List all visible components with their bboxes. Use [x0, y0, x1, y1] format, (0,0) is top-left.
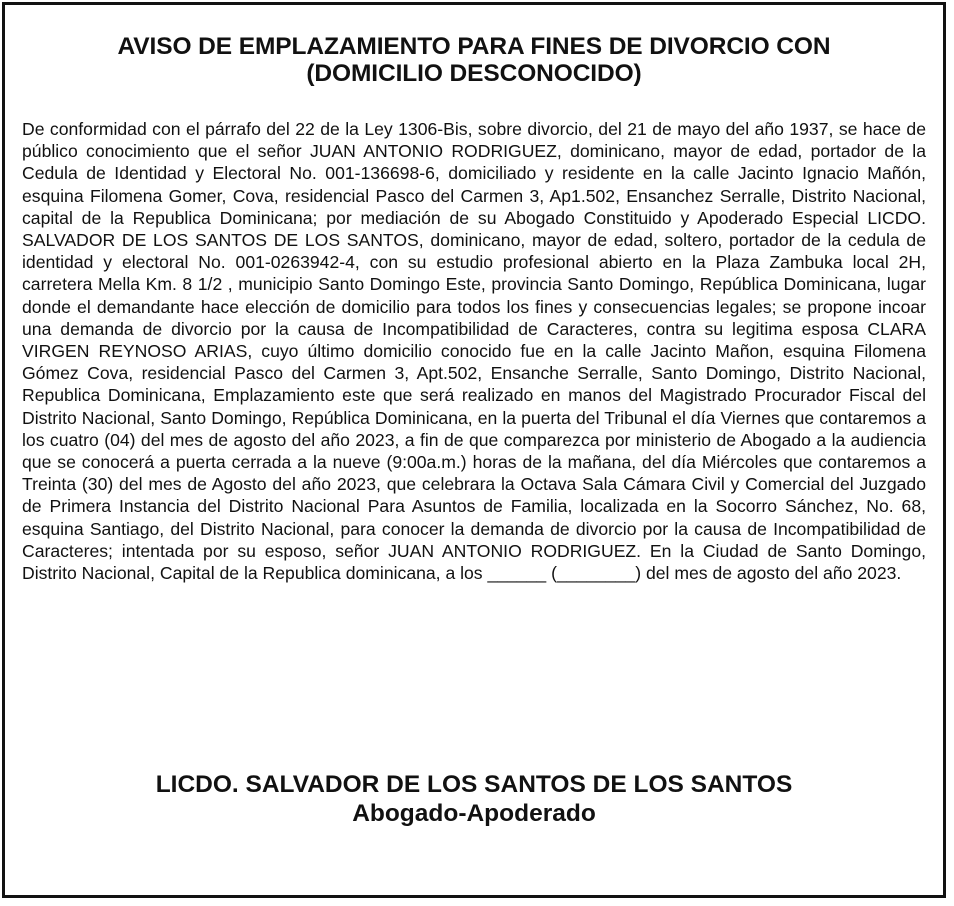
signature-role: Abogado-Apoderado: [352, 800, 596, 827]
notice-title-line-1: AVISO DE EMPLAZAMIENTO PARA FINES DE DIVORCIO CON: [117, 33, 831, 60]
signature-block: [23, 770, 925, 828]
legal-notice-frame: [2, 2, 946, 898]
notice-title: [23, 33, 925, 87]
signature-name: LICDO. SALVADOR DE LOS SANTOS DE LOS SANTOS: [155, 771, 793, 798]
notice-body: De conformidad con el párrafo del 22 de la Ley 1306-Bis, sobre divorcio, del 21 de mayo del año 1937, se hace de público conocimiento que el señor JUAN ANTONIO RODRIGUEZ, dominicano, mayor de edad, portador de la Cedula de Identidad y Electoral No. 001-136698-6, domiciliado y residente en la calle Jacinto Ignacio Mañón, esquina Filomena Gomer, Cova, residencial Pasco del Carmen 3, Ap1.502, Ensanchez Serralle, Distrito Nacional, capital de la Republica Dominicana; por mediación de su Abogado Constituido y Apoderado Especial LICDO. SALVADOR DE LOS SANTOS DE LOS SANTOS, dominicano, mayor de edad, soltero, portador de la cedula de identidad y electoral No. 001-0263942-4, con su estudio profesional abierto en la Plaza Zambuka local 2H, carretera Mella Km. 8 1/2 , municipio Santo Domingo Este, provincia Santo Domingo, República Dominicana, lugar donde el demandante hace elección de domicilio para todos los fines y consecuencias legales; se propone incoar una demanda de divorcio por la causa de Incompatibilidad de Caracteres, contra su legitima esposa CLARA VIRGEN REYNOSO ARIAS, cuyo último domicilio conocido fue en la calle Jacinto Mañon, esquina Filomena Gómez Cova, residencial Pasco del Carmen 3, Apt.502, Ensanche Serralle, Santo Domingo, Distrito Nacional, Republica Dominicana, Emplazamiento este que será realizado en manos del Magistrado Procurador Fiscal del Distrito Nacional, Santo Domingo, República Dominicana, en la puerta del Tribunal el día Viernes que contaremos a los cuatro (04) del mes de agosto del año 2023, a fin de que comparezca por ministerio de Abogado a la audiencia que se conocerá a puerta cerrada a la nueve (9:00a.m.) horas de la mañana, del día Miércoles que contaremos a Treinta (30) del mes de Agosto del año 2023, que celebrara la Octava Sala Cámara Civil y Comercial del Juzgado de Primera Instancia del Distrito Nacional Para Asuntos de Familia, localizada en la Socorro Sánchez, No. 68, esquina Santiago, del Distrito Nacional, para conocer la demanda de divorcio por la causa de Incompatibilidad de Caracteres; intentada por su esposo, señor JUAN ANTONIO RODRIGUEZ. En la Ciudad de Santo Domingo, Distrito Nacional, Capital de la Republica dominicana, a los ______ (________) del mes de agosto del año 2023.: [22, 119, 926, 584]
notice-title-line-2: (DOMICILIO DESCONOCIDO): [306, 60, 642, 87]
